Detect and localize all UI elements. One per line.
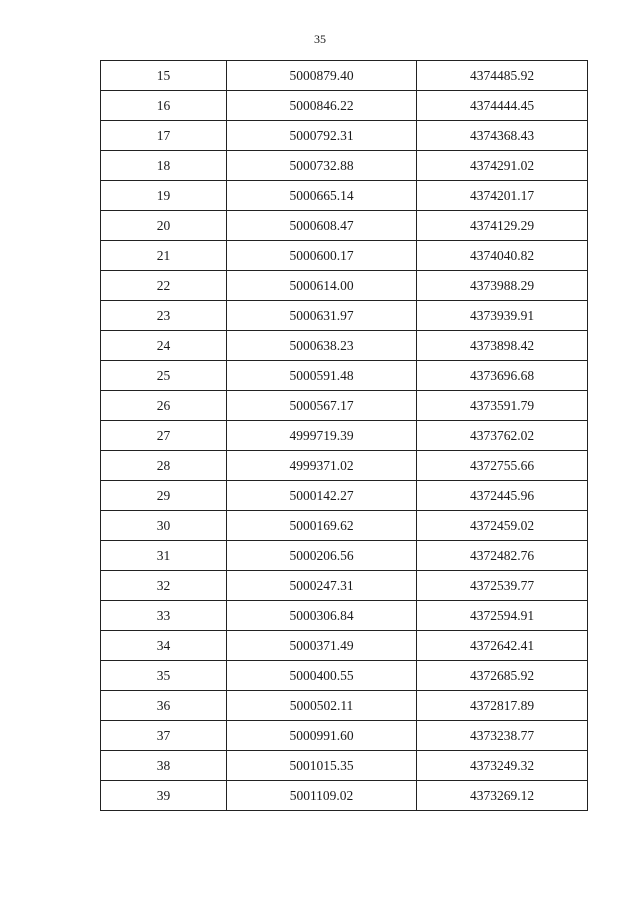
point-number-cell: 33: [101, 601, 227, 631]
point-number-cell: 23: [101, 301, 227, 331]
table-row: [101, 451, 588, 481]
point-number-cell: 16: [101, 91, 227, 121]
point-number-cell: 28: [101, 451, 227, 481]
x-coordinate-cell: 5001015.35: [227, 751, 417, 781]
x-coordinate-cell: 5000846.22: [227, 91, 417, 121]
y-coordinate-cell: 4374201.17: [417, 181, 588, 211]
x-coordinate-cell: 5000608.47: [227, 211, 417, 241]
y-coordinate-cell: 4374040.82: [417, 241, 588, 271]
point-number-cell: 19: [101, 181, 227, 211]
point-number-cell: 31: [101, 541, 227, 571]
y-coordinate-cell: 4374485.92: [417, 61, 588, 91]
x-coordinate-cell: 5000400.55: [227, 661, 417, 691]
y-coordinate-cell: 4373269.12: [417, 781, 588, 811]
table-row: [101, 331, 588, 361]
x-coordinate-cell: 5000247.31: [227, 571, 417, 601]
y-coordinate-cell: 4372459.02: [417, 511, 588, 541]
x-coordinate-cell: 4999719.39: [227, 421, 417, 451]
coordinates-table-body: [101, 61, 588, 811]
point-number-cell: 34: [101, 631, 227, 661]
y-coordinate-cell: 4372685.92: [417, 661, 588, 691]
point-number-cell: 15: [101, 61, 227, 91]
y-coordinate-cell: 4374291.02: [417, 151, 588, 181]
table-row: [101, 721, 588, 751]
x-coordinate-cell: 5000732.88: [227, 151, 417, 181]
y-coordinate-cell: 4372594.91: [417, 601, 588, 631]
point-number-cell: 17: [101, 121, 227, 151]
y-coordinate-cell: 4373898.42: [417, 331, 588, 361]
x-coordinate-cell: 5000879.40: [227, 61, 417, 91]
point-number-cell: 37: [101, 721, 227, 751]
table-row: [101, 781, 588, 811]
x-coordinate-cell: 5000206.56: [227, 541, 417, 571]
point-number-cell: 27: [101, 421, 227, 451]
table-row: [101, 61, 588, 91]
point-number-cell: 20: [101, 211, 227, 241]
table-row: [101, 391, 588, 421]
y-coordinate-cell: 4372817.89: [417, 691, 588, 721]
table-row: [101, 271, 588, 301]
y-coordinate-cell: 4373762.02: [417, 421, 588, 451]
point-number-cell: 36: [101, 691, 227, 721]
y-coordinate-cell: 4372642.41: [417, 631, 588, 661]
table-row: [101, 481, 588, 511]
x-coordinate-cell: 4999371.02: [227, 451, 417, 481]
table-row: [101, 181, 588, 211]
table-row: [101, 691, 588, 721]
y-coordinate-cell: 4373591.79: [417, 391, 588, 421]
y-coordinate-cell: 4374444.45: [417, 91, 588, 121]
point-number-cell: 38: [101, 751, 227, 781]
table-row: [101, 541, 588, 571]
table-row: [101, 511, 588, 541]
table-row: [101, 421, 588, 451]
table-row: [101, 241, 588, 271]
point-number-cell: 21: [101, 241, 227, 271]
x-coordinate-cell: 5000142.27: [227, 481, 417, 511]
y-coordinate-cell: 4372445.96: [417, 481, 588, 511]
table-row: [101, 571, 588, 601]
y-coordinate-cell: 4372482.76: [417, 541, 588, 571]
x-coordinate-cell: 5000567.17: [227, 391, 417, 421]
x-coordinate-cell: 5000502.11: [227, 691, 417, 721]
table-row: [101, 601, 588, 631]
point-number-cell: 18: [101, 151, 227, 181]
x-coordinate-cell: 5000638.23: [227, 331, 417, 361]
table-row: [101, 751, 588, 781]
y-coordinate-cell: 4373249.32: [417, 751, 588, 781]
x-coordinate-cell: 5000614.00: [227, 271, 417, 301]
y-coordinate-cell: 4373939.91: [417, 301, 588, 331]
coordinates-table: [100, 60, 588, 811]
x-coordinate-cell: 5000792.31: [227, 121, 417, 151]
table-row: [101, 361, 588, 391]
table-row: [101, 631, 588, 661]
x-coordinate-cell: 5000665.14: [227, 181, 417, 211]
y-coordinate-cell: 4374129.29: [417, 211, 588, 241]
y-coordinate-cell: 4373988.29: [417, 271, 588, 301]
x-coordinate-cell: 5000991.60: [227, 721, 417, 751]
table-row: [101, 151, 588, 181]
y-coordinate-cell: 4372755.66: [417, 451, 588, 481]
x-coordinate-cell: 5000169.62: [227, 511, 417, 541]
x-coordinate-cell: 5000600.17: [227, 241, 417, 271]
point-number-cell: 22: [101, 271, 227, 301]
x-coordinate-cell: 5000591.48: [227, 361, 417, 391]
page-number: 35: [314, 32, 326, 46]
x-coordinate-cell: 5000371.49: [227, 631, 417, 661]
y-coordinate-cell: 4373238.77: [417, 721, 588, 751]
point-number-cell: 32: [101, 571, 227, 601]
x-coordinate-cell: 5001109.02: [227, 781, 417, 811]
table-row: [101, 661, 588, 691]
y-coordinate-cell: 4374368.43: [417, 121, 588, 151]
table-row: [101, 91, 588, 121]
point-number-cell: 25: [101, 361, 227, 391]
point-number-cell: 29: [101, 481, 227, 511]
y-coordinate-cell: 4373696.68: [417, 361, 588, 391]
table-row: [101, 211, 588, 241]
point-number-cell: 26: [101, 391, 227, 421]
point-number-cell: 24: [101, 331, 227, 361]
point-number-cell: 39: [101, 781, 227, 811]
point-number-cell: 35: [101, 661, 227, 691]
x-coordinate-cell: 5000631.97: [227, 301, 417, 331]
point-number-cell: 30: [101, 511, 227, 541]
table-row: [101, 121, 588, 151]
table-row: [101, 301, 588, 331]
x-coordinate-cell: 5000306.84: [227, 601, 417, 631]
y-coordinate-cell: 4372539.77: [417, 571, 588, 601]
